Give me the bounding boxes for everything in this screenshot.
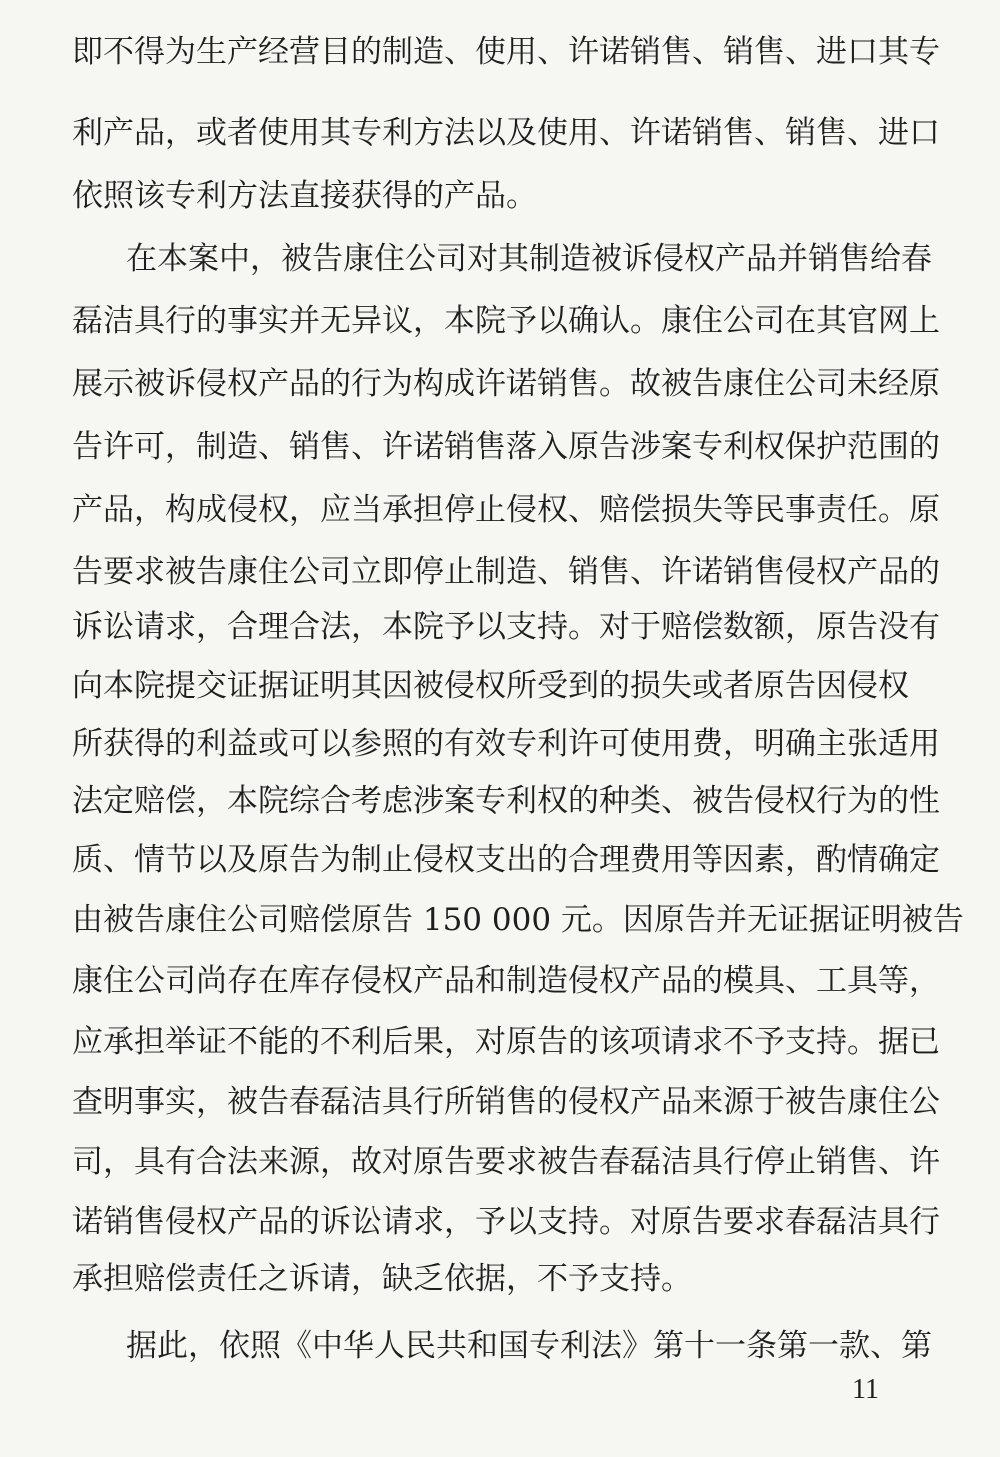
text-line-3: 依照该专利方法直接获得的产品。 xyxy=(72,178,537,214)
text-line-15: 由被告康住公司赔偿原告 150 000 元。因原告并无证据证明被告 xyxy=(72,902,964,938)
text-line-16: 康住公司尚存在库存侵权产品和制造侵权产品的模具、工具等， xyxy=(72,963,940,999)
text-line-19: 司，具有合法来源，故对原告要求被告春磊洁具行停止销售、许 xyxy=(72,1144,940,1180)
text-line-14: 质、情节以及原告为制止侵权支出的合理费用等因素，酌情确定 xyxy=(72,842,940,878)
text-line-21: 承担赔偿责任之诉请，缺乏依据，不予支持。 xyxy=(72,1261,692,1297)
text-line-17: 应承担举证不能的不利后果，对原告的该项请求不予支持。据已 xyxy=(72,1024,940,1060)
text-line-6: 展示被诉侵权产品的行为构成许诺销售。故被告康住公司未经原 xyxy=(72,366,940,402)
text-line-10: 诉讼请求，合理合法，本院予以支持。对于赔偿数额，原告没有 xyxy=(72,609,940,645)
text-line-8: 产品，构成侵权，应当承担停止侵权、赔偿损失等民事责任。原 xyxy=(72,492,940,528)
paragraph-2-line-1: 在本案中，被告康住公司对其制造被诉侵权产品并销售给春 xyxy=(126,241,932,277)
paragraph-3-line-1: 据此，依照《中华人民共和国专利法》第十一条第一款、第 xyxy=(126,1328,932,1364)
text-line-9: 告要求被告康住公司立即停止制造、销售、许诺销售侵权产品的 xyxy=(72,554,940,590)
text-line-2: 利产品，或者使用其专利方法以及使用、许诺销售、销售、进口 xyxy=(72,115,940,151)
text-line-12: 所获得的利益或可以参照的有效专利许可使用费，明确主张适用 xyxy=(72,726,940,762)
text-line-18: 查明事实，被告春磊洁具行所销售的侵权产品来源于被告康住公 xyxy=(72,1084,940,1120)
text-line-7: 告许可，制造、销售、许诺销售落入原告涉案专利权保护范围的 xyxy=(72,429,940,465)
text-line-5: 磊洁具行的事实并无异议，本院予以确认。康住公司在其官网上 xyxy=(72,303,940,339)
text-line-11: 向本院提交证据证明其因被侵权所受到的损失或者原告因侵权 xyxy=(72,668,909,704)
text-line-20: 诺销售侵权产品的诉讼请求，予以支持。对原告要求春磊洁具行 xyxy=(72,1204,940,1240)
text-line-13: 法定赔偿，本院综合考虑涉案专利权的种类、被告侵权行为的性 xyxy=(72,783,940,819)
page-number: 11 xyxy=(852,1374,879,1405)
text-line-1: 即不得为生产经营目的制造、使用、许诺销售、销售、进口其专 xyxy=(72,34,940,70)
